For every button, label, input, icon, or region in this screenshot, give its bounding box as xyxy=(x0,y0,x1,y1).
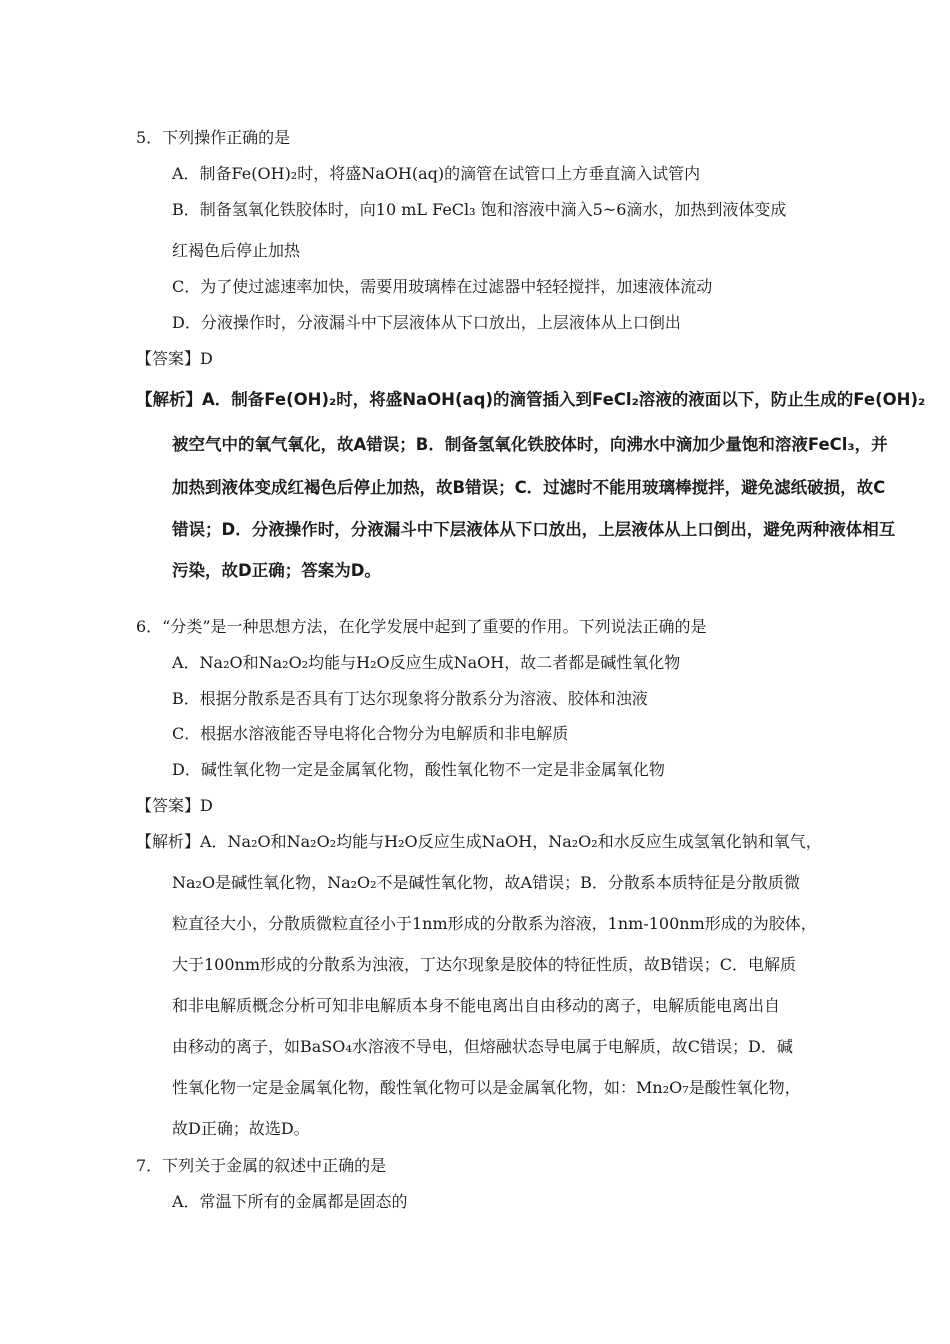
question-5-option-d: D．分液操作时，分液漏斗中下层液体从下口放出，上层液体从上口倒出 xyxy=(172,313,681,332)
question-5-option-b: B．制备氢氧化铁胶体时，向10 mL FeCl₃ 饱和溶液中滴入5~6滴水，加热到液体变成 xyxy=(172,200,787,219)
question-6-option-b: B．根据分散系是否具有丁达尔现象将分散系分为溶液、胶体和浊液 xyxy=(172,689,648,708)
question-5-option-b-continued: 红褐色后停止加热 xyxy=(172,241,301,260)
question-5-analysis-line-1: 【解析】A．制备Fe(OH)₂时，将盛NaOH(aq)的滴管插入到FeCl₂溶液的液面以下，防止生成的Fe(OH)₂ xyxy=(136,390,926,409)
question-7-option-a: A．常温下所有的金属都是固态的 xyxy=(172,1192,408,1211)
question-5-analysis-line-3: 加热到液体变成红褐色后停止加热，故B错误；C．过滤时不能用玻璃棒搅拌，避免滤纸破损，故C xyxy=(172,478,886,497)
question-6-analysis-line-6: 由移动的离子，如BaSO₄水溶液不导电，但熔融状态导电属于电解质，故C错误；D．碱 xyxy=(172,1037,793,1056)
question-6-analysis-line-7: 性氧化物一定是金属氧化物，酸性氧化物可以是金属氧化物，如：Mn₂O₇是酸性氧化物， xyxy=(172,1078,801,1097)
question-5-analysis-line-5: 污染，故D正确；答案为D。 xyxy=(172,561,381,580)
question-6-option-d: D．碱性氧化物一定是金属氧化物，酸性氧化物不一定是非金属氧化物 xyxy=(172,760,665,779)
question-5-stem: 5．下列操作正确的是 xyxy=(136,128,291,147)
question-6-option-c: C．根据水溶液能否导电将化合物分为电解质和非电解质 xyxy=(172,724,569,743)
question-6-answer: 【答案】D xyxy=(136,796,213,815)
question-5-analysis-line-2: 被空气中的氧气氧化，故A错误；B．制备氢氧化铁胶体时，向沸水中滴加少量饱和溶液FeCl₃，并 xyxy=(172,435,888,454)
question-6-analysis-line-8: 故D正确；故选D。 xyxy=(172,1119,310,1138)
question-6-analysis-line-1: 【解析】A．Na₂O和Na₂O₂均能与H₂O反应生成NaOH，Na₂O₂和水反应生成氢氧化钠和氧气， xyxy=(136,832,822,851)
question-6-analysis-line-5: 和非电解质概念分析可知非电解质本身不能电离出自由移动的离子，电解质能电离出自 xyxy=(172,996,781,1015)
question-5-analysis-line-4: 错误；D．分液操作时，分液漏斗中下层液体从下口放出，上层液体从上口倒出，避免两种液体相互 xyxy=(172,520,896,539)
question-6-option-a: A．Na₂O和Na₂O₂均能与H₂O反应生成NaOH，故二者都是碱性氧化物 xyxy=(172,653,681,672)
question-7-stem: 7．下列关于金属的叙述中正确的是 xyxy=(136,1156,387,1175)
question-6-analysis-line-3: 粒直径大小，分散质微粒直径小于1nm形成的分散系为溶液，1nm-100nm形成的为胶体， xyxy=(172,914,817,933)
question-5-option-c: C．为了使过滤速率加快，需要用玻璃棒在过滤器中轻轻搅拌，加速液体流动 xyxy=(172,277,713,296)
question-6-stem: 6．“分类”是一种思想方法，在化学发展中起到了重要的作用。下列说法正确的是 xyxy=(136,617,707,636)
question-5-answer: 【答案】D xyxy=(136,349,213,368)
question-6-analysis-line-2: Na₂O是碱性氧化物，Na₂O₂不是碱性氧化物，故A错误；B．分散系本质特征是分散质微 xyxy=(172,873,800,892)
question-6-analysis-line-4: 大于100nm形成的分散系为浊液，丁达尔现象是胶体的特征性质，故B错误；C．电解质 xyxy=(172,955,797,974)
question-5-option-a: A．制备Fe(OH)₂时，将盛NaOH(aq)的滴管在试管口上方垂直滴入试管内 xyxy=(172,164,701,183)
